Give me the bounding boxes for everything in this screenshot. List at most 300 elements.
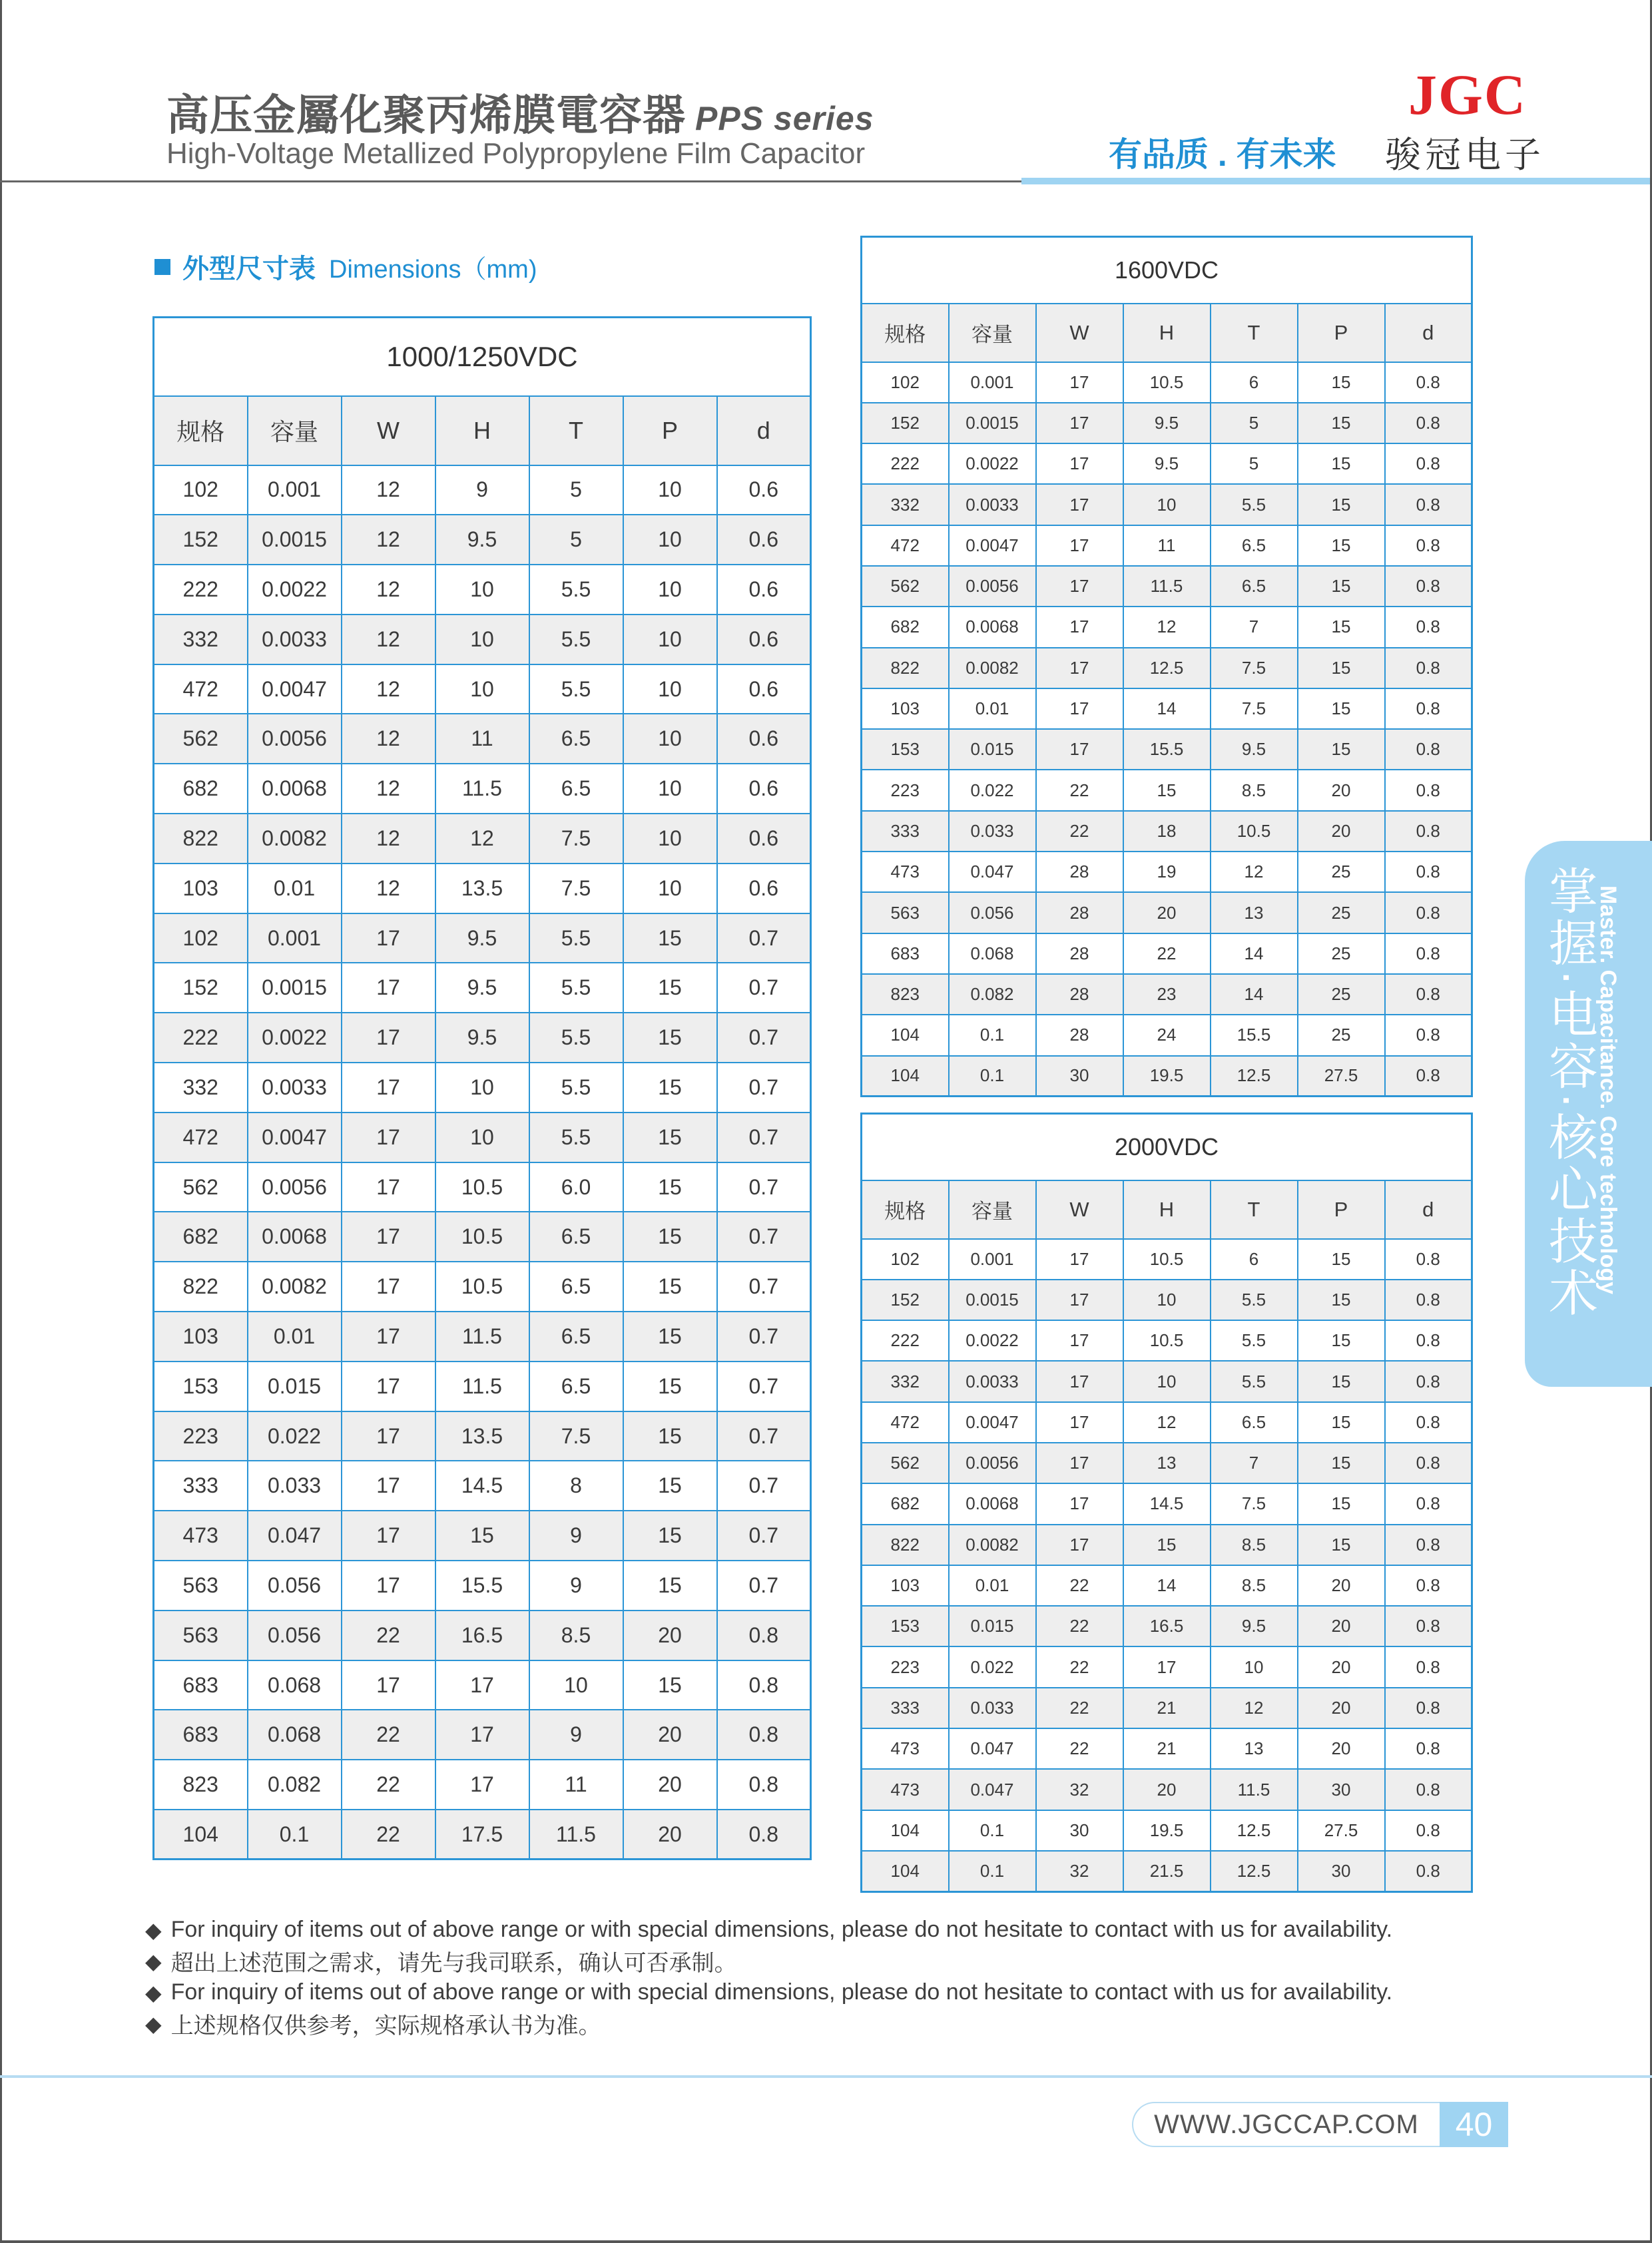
table-cell: 0.082 (949, 974, 1036, 1015)
table-cell: 11.5 (435, 1312, 529, 1362)
table-cell: 0.047 (949, 1728, 1036, 1769)
table-cell: 10 (435, 1113, 529, 1162)
table-cell: 14.5 (1123, 1483, 1211, 1524)
table-cell: 472 (154, 664, 248, 714)
table-cell: 15 (623, 913, 717, 963)
table-cell: 0.033 (248, 1461, 342, 1511)
table-cell: 5 (529, 515, 623, 565)
table-row (862, 1015, 1472, 1055)
table-cell: 17 (435, 1660, 529, 1710)
table-cell: 0.8 (1385, 933, 1472, 974)
table-cell: 25 (1298, 892, 1385, 933)
table-cell: 15 (435, 1511, 529, 1561)
table-cell: 0.01 (248, 864, 342, 913)
table-cell: 102 (862, 362, 949, 403)
table-cell: 12 (342, 664, 435, 714)
table-cell: 10 (623, 465, 717, 515)
table-cell: 0.6 (717, 864, 811, 913)
footer-url-pill[interactable] (1132, 2102, 1440, 2147)
table-cell: 20 (623, 1810, 717, 1860)
table-cell: 17 (1036, 688, 1123, 729)
table-cell: 25 (1298, 933, 1385, 974)
table-cell: 18 (1123, 811, 1211, 852)
table-cell: 13.5 (435, 1411, 529, 1461)
table-cell: 15 (623, 1262, 717, 1312)
table-row (154, 1312, 811, 1362)
table-cell: 6.5 (529, 714, 623, 764)
table-cell: 17 (1036, 1483, 1123, 1524)
table-cell: 15 (1298, 484, 1385, 525)
table-cell: 9.5 (435, 1013, 529, 1063)
table-cell: 0.8 (1385, 1851, 1472, 1891)
diamond-bullet-icon: ◆ (145, 1917, 162, 1942)
table-cell: 30 (1298, 1769, 1385, 1810)
table-cell: 0.8 (1385, 1320, 1472, 1361)
table-cell: 104 (862, 1851, 949, 1891)
table-cell: 0.8 (1385, 770, 1472, 810)
table-cell: 473 (862, 1728, 949, 1769)
table-cell: 32 (1036, 1851, 1123, 1891)
table-cell: 15 (623, 963, 717, 1013)
table-cell: 17 (342, 913, 435, 963)
table-cell: 11 (435, 714, 529, 764)
table-cell: 5.5 (529, 615, 623, 664)
table-cell: 0.0082 (248, 814, 342, 864)
table-row (862, 1565, 1472, 1606)
table-cell: 20 (1298, 1688, 1385, 1728)
table-row (862, 688, 1472, 729)
table-cell: 17 (342, 1013, 435, 1063)
table-cell: 683 (862, 933, 949, 974)
table-cell: 10 (623, 764, 717, 814)
table-cell: 22 (342, 1710, 435, 1760)
table-cell: 15 (1123, 770, 1211, 810)
table-cell: 0.015 (949, 1606, 1036, 1646)
table-cell: 17 (1036, 1402, 1123, 1443)
table-cell: 0.8 (1385, 1443, 1472, 1483)
table-cell: 17 (342, 1063, 435, 1113)
note-text: 上述规格仅供参考，实际规格承认书为准。 (170, 2013, 601, 2039)
table-cell: 0.047 (949, 1769, 1036, 1810)
table-row (862, 362, 1472, 403)
table-cell: 0.8 (1385, 1525, 1472, 1565)
column-header: d (717, 396, 811, 465)
table-cell: 0.022 (949, 1646, 1036, 1687)
table-cell: 17 (342, 1511, 435, 1561)
table-row (154, 515, 811, 565)
table-cell: 15 (1298, 566, 1385, 607)
column-header: W (1036, 304, 1123, 362)
table-caption: 1000/1250VDC (154, 318, 811, 396)
table-cell: 0.0033 (949, 484, 1036, 525)
table-row (862, 1056, 1472, 1097)
table-cell: 6.5 (529, 1312, 623, 1362)
table-cell: 0.0082 (248, 1262, 342, 1312)
table-row (154, 963, 811, 1013)
table-cell: 10.5 (435, 1162, 529, 1212)
table-cell: 0.7 (717, 1262, 811, 1312)
table-cell: 0.8 (1385, 1402, 1472, 1443)
table-cell: 22 (1036, 1606, 1123, 1646)
table-cell: 0.0047 (248, 1113, 342, 1162)
column-header: T (1211, 1180, 1298, 1239)
table-cell: 0.8 (1385, 729, 1472, 770)
table-row (154, 615, 811, 664)
table-cell: 5 (529, 465, 623, 515)
table-cell: 473 (862, 1769, 949, 1810)
table-cell: 0.082 (248, 1760, 342, 1810)
table-cell: 17 (1036, 648, 1123, 688)
table-cell: 10 (1123, 1280, 1211, 1320)
note-item (145, 1977, 1392, 2008)
table-cell: 0.068 (949, 933, 1036, 974)
table-cell: 0.7 (717, 1411, 811, 1461)
table-cell: 15.5 (1123, 729, 1211, 770)
table-cell: 13 (1211, 892, 1298, 933)
table-cell: 0.01 (949, 1565, 1036, 1606)
table-cell: 104 (862, 1015, 949, 1055)
table-row (862, 1851, 1472, 1891)
table-cell: 17 (1036, 443, 1123, 484)
column-header: P (1298, 304, 1385, 362)
table-cell: 0.8 (1385, 1239, 1472, 1280)
table-cell: 17 (1036, 484, 1123, 525)
table-cell: 5.5 (529, 565, 623, 615)
table-cell: 0.015 (949, 729, 1036, 770)
table-cell: 12 (342, 764, 435, 814)
table-cell: 17 (342, 1660, 435, 1710)
note-text: For inquiry of items out of above range or with special dimensions, please do not hesitate to contact with us for availability. (170, 1979, 1393, 2005)
table-row (154, 1162, 811, 1212)
page-title-en: High-Voltage Metallized Polypropylene Film Capacitor (166, 137, 866, 170)
column-header: H (1123, 1180, 1211, 1239)
table-cell: 16.5 (435, 1611, 529, 1660)
table-cell: 103 (154, 864, 248, 913)
table-cell: 7.5 (529, 864, 623, 913)
table-cell: 0.8 (1385, 1483, 1472, 1524)
note-item (145, 1914, 1392, 1945)
table-cell: 17 (342, 963, 435, 1013)
table-cell: 15 (1298, 525, 1385, 566)
table-cell: 0.8 (1385, 892, 1472, 933)
table-row (862, 974, 1472, 1015)
table-cell: 17 (1123, 1646, 1211, 1687)
table-cell: 10 (435, 565, 529, 615)
table-cell: 14 (1123, 688, 1211, 729)
table-cell: 20 (623, 1611, 717, 1660)
table-cell: 8.5 (529, 1611, 623, 1660)
table-cell: 0.8 (1385, 1688, 1472, 1728)
table-cell: 0.8 (1385, 1015, 1472, 1055)
table-cell: 15 (1298, 362, 1385, 403)
table-cell: 102 (154, 913, 248, 963)
table-cell: 222 (862, 443, 949, 484)
table-cell: 472 (862, 525, 949, 566)
table-cell: 10.5 (435, 1212, 529, 1262)
note-text: For inquiry of items out of above range or with special dimensions, please do not hesitate to contact with us for availability. (170, 1917, 1393, 1942)
table-cell: 5.5 (1211, 1280, 1298, 1320)
table-cell: 5.5 (529, 664, 623, 714)
table-cell: 682 (154, 764, 248, 814)
table-cell: 15 (623, 1511, 717, 1561)
page-number: 40 (1440, 2102, 1508, 2147)
table-cell: 25 (1298, 1015, 1385, 1055)
brand-slogan: 有品质 . 有未来 (1109, 136, 1336, 173)
note-text: 超出上述范围之需求，请先与我司联系，确认可否承制。 (170, 1951, 737, 1976)
table-cell: 103 (862, 688, 949, 729)
table-cell: 0.0082 (949, 648, 1036, 688)
table-cell: 9.5 (435, 913, 529, 963)
column-header: 规格 (154, 396, 248, 465)
table-cell: 13.5 (435, 864, 529, 913)
table-cell: 12 (1211, 852, 1298, 892)
table-cell: 0.0068 (248, 764, 342, 814)
table-cell: 0.0047 (949, 525, 1036, 566)
table-cell: 473 (154, 1511, 248, 1561)
table-cell: 7.5 (529, 814, 623, 864)
table-cell: 15 (623, 1113, 717, 1162)
table-cell: 15 (1298, 1239, 1385, 1280)
table-row (154, 1212, 811, 1262)
table-row (154, 1411, 811, 1461)
table-cell: 17 (1036, 403, 1123, 443)
table-cell: 0.7 (717, 1162, 811, 1212)
table-cell: 30 (1036, 1056, 1123, 1097)
table-row (862, 443, 1472, 484)
table-cell: 822 (154, 1262, 248, 1312)
table-cell: 332 (154, 615, 248, 664)
table-cell: 0.7 (717, 1511, 811, 1561)
table-cell: 10.5 (1123, 362, 1211, 403)
table-cell: 8.5 (1211, 1525, 1298, 1565)
table-cell: 6.5 (529, 1212, 623, 1262)
table-cell: 12 (342, 864, 435, 913)
section-heading (154, 248, 537, 286)
table-cell: 562 (862, 566, 949, 607)
table-cell: 17 (1036, 729, 1123, 770)
table-cell: 682 (862, 1483, 949, 1524)
table-cell: 0.7 (717, 1212, 811, 1262)
table-cell: 7.5 (1211, 688, 1298, 729)
table-cell: 0.0022 (248, 565, 342, 615)
table-cell: 0.8 (1385, 1728, 1472, 1769)
table-cell: 0.001 (949, 362, 1036, 403)
table-cell: 8 (529, 1461, 623, 1511)
table-cell: 9.5 (1123, 403, 1211, 443)
table-cell: 17 (342, 1262, 435, 1312)
table-cell: 0.6 (717, 565, 811, 615)
table-cell: 0.0056 (248, 1162, 342, 1212)
table-cell: 682 (154, 1212, 248, 1262)
table-cell: 20 (1298, 1606, 1385, 1646)
table-row (154, 565, 811, 615)
table-cell: 0.6 (717, 515, 811, 565)
table-header-row (862, 304, 1472, 362)
table-cell: 15 (623, 1063, 717, 1113)
table-cell: 103 (154, 1312, 248, 1362)
table-cell: 0.7 (717, 1362, 811, 1411)
table-cell: 28 (1036, 974, 1123, 1015)
table-cell: 333 (154, 1461, 248, 1511)
table-row (862, 852, 1472, 892)
table-cell: 28 (1036, 852, 1123, 892)
side-tab-text-cn: 掌握·电容·核心技术 (1542, 866, 1597, 1320)
table-cell: 0.8 (1385, 811, 1472, 852)
table-cell: 0.7 (717, 1063, 811, 1113)
table-cell: 12 (1123, 1402, 1211, 1443)
table-cell: 5.5 (529, 1063, 623, 1113)
table-cell: 5.5 (529, 913, 623, 963)
table-cell: 0.6 (717, 814, 811, 864)
table-cell: 0.0056 (248, 714, 342, 764)
table-row (862, 484, 1472, 525)
diamond-bullet-icon: ◆ (145, 1980, 162, 2005)
table-row (862, 770, 1472, 810)
table-cell: 0.8 (717, 1710, 811, 1760)
table-cell: 21 (1123, 1728, 1211, 1769)
table-cell: 822 (154, 814, 248, 864)
table-cell: 10 (435, 664, 529, 714)
table-cell: 20 (1298, 1728, 1385, 1769)
table-cell: 562 (862, 1443, 949, 1483)
table-cell: 333 (862, 811, 949, 852)
table-cell: 15 (1123, 1525, 1211, 1565)
table-cell: 22 (1123, 933, 1211, 974)
table-cell: 17 (1036, 1320, 1123, 1361)
table-cell: 0.8 (1385, 566, 1472, 607)
column-header: 规格 (862, 304, 949, 362)
table-cell: 0.0068 (949, 1483, 1036, 1524)
table-row (154, 1013, 811, 1063)
table-cell: 17 (1036, 566, 1123, 607)
table-cell: 10 (1211, 1646, 1298, 1687)
table-cell: 9.5 (1211, 729, 1298, 770)
table-cell: 11.5 (1211, 1769, 1298, 1810)
column-header: H (435, 396, 529, 465)
table-cell: 6.0 (529, 1162, 623, 1212)
table-row (862, 1361, 1472, 1401)
table-cell: 223 (154, 1411, 248, 1461)
table-cell: 0.8 (717, 1660, 811, 1710)
table-cell: 0.001 (248, 913, 342, 963)
table-cell: 0.0056 (949, 566, 1036, 607)
table-2000vdc (860, 1113, 1473, 1893)
table-cell: 0.6 (717, 615, 811, 664)
table-cell: 0.056 (949, 892, 1036, 933)
table-cell: 0.033 (949, 1688, 1036, 1728)
table-cell: 12 (342, 814, 435, 864)
table-row (862, 1280, 1472, 1320)
table-cell: 10 (623, 615, 717, 664)
table-cell: 153 (154, 1362, 248, 1411)
table-cell: 823 (862, 974, 949, 1015)
table-cell: 15 (623, 1312, 717, 1362)
table-cell: 0.0015 (248, 515, 342, 565)
table-cell: 28 (1036, 933, 1123, 974)
table-cell: 28 (1036, 1015, 1123, 1055)
table-cell: 0.8 (1385, 688, 1472, 729)
table-cell: 104 (862, 1056, 949, 1097)
table-cell: 223 (862, 770, 949, 810)
table-cell: 12.5 (1123, 648, 1211, 688)
table-cell: 5.5 (1211, 1320, 1298, 1361)
table-cell: 15 (1298, 648, 1385, 688)
table-cell: 20 (623, 1760, 717, 1810)
table-row (862, 1525, 1472, 1565)
table-cell: 6.5 (529, 1262, 623, 1312)
table-row (154, 864, 811, 913)
table-cell: 0.1 (248, 1810, 342, 1860)
table-cell: 17 (435, 1710, 529, 1760)
table-cell: 15 (623, 1162, 717, 1212)
table-header-row (154, 396, 811, 465)
table-cell: 9 (529, 1511, 623, 1561)
title-cn-text: 高压金屬化聚丙烯膜電容器 (166, 91, 686, 139)
table-row (862, 566, 1472, 607)
table-cell: 25 (1298, 852, 1385, 892)
table-row (154, 714, 811, 764)
brand-logo: JGC (1408, 63, 1527, 126)
table-cell: 0.8 (1385, 403, 1472, 443)
table-cell: 0.0047 (949, 1402, 1036, 1443)
table-cell: 15.5 (435, 1561, 529, 1611)
table-cell: 11 (1123, 525, 1211, 566)
table-cell: 152 (862, 403, 949, 443)
table-cell: 17 (342, 1561, 435, 1611)
table-cell: 10 (1123, 1361, 1211, 1401)
table-cell: 14 (1211, 933, 1298, 974)
table-cell: 17 (342, 1312, 435, 1362)
column-header: W (1036, 1180, 1123, 1239)
table-cell: 27.5 (1298, 1810, 1385, 1851)
table-cell: 0.0068 (248, 1212, 342, 1262)
table-cell: 20 (1298, 1646, 1385, 1687)
table-cell: 17 (1036, 1280, 1123, 1320)
table-cell: 30 (1036, 1810, 1123, 1851)
table-cell: 24 (1123, 1015, 1211, 1055)
table-cell: 17 (342, 1411, 435, 1461)
website-link[interactable]: WWW.JGCCAP.COM (1154, 2109, 1419, 2139)
table-row (154, 1760, 811, 1810)
table-cell: 22 (342, 1611, 435, 1660)
table-cell: 0.8 (1385, 648, 1472, 688)
table-cell: 14.5 (435, 1461, 529, 1511)
table-cell: 11 (529, 1760, 623, 1810)
table-cell: 0.8 (1385, 1810, 1472, 1851)
table-cell: 11.5 (435, 764, 529, 814)
table-cell: 28 (1036, 892, 1123, 933)
table-cell: 20 (1123, 892, 1211, 933)
table-cell: 22 (1036, 811, 1123, 852)
table-cell: 10.5 (435, 1262, 529, 1312)
column-header: 规格 (862, 1180, 949, 1239)
table-row (862, 1443, 1472, 1483)
table-cell: 12.5 (1211, 1056, 1298, 1097)
table-cell: 17 (1036, 525, 1123, 566)
table-header-row (862, 1180, 1472, 1239)
table-cell: 9.5 (435, 963, 529, 1013)
table-cell: 25 (1298, 974, 1385, 1015)
table-row (862, 648, 1472, 688)
diamond-bullet-icon: ◆ (145, 2011, 162, 2036)
table-cell: 10 (623, 565, 717, 615)
table-cell: 16.5 (1123, 1606, 1211, 1646)
table-cell: 17 (1036, 1361, 1123, 1401)
table-cell: 0.0056 (949, 1443, 1036, 1483)
table-row (862, 525, 1472, 566)
table-cell: 0.8 (1385, 484, 1472, 525)
table-row (154, 1710, 811, 1760)
